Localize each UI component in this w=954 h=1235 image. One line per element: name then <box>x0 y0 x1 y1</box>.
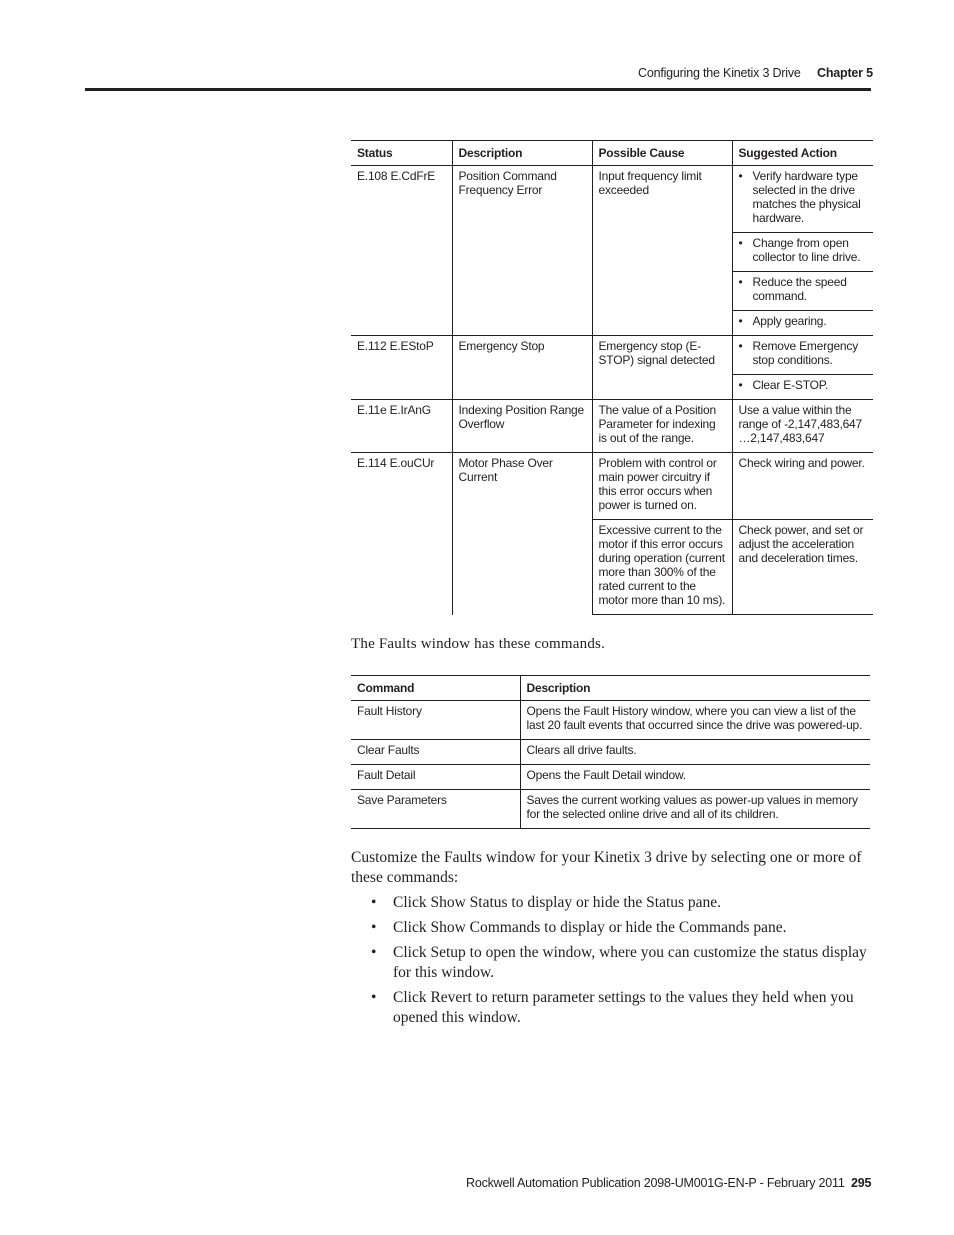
command-name: Fault Detail <box>351 765 520 790</box>
table-row <box>351 400 873 453</box>
command-description: Saves the current working values as power-up values in memory for the selected online drive and all of its children. <box>520 790 870 829</box>
command-name: Fault History <box>351 701 520 740</box>
customize-bullet-list <box>371 893 873 1033</box>
suggested-action: Use a value within the range of -2,147,483,647 …2,147,483,647 <box>732 400 873 453</box>
table-row <box>351 790 870 829</box>
table-row <box>351 740 870 765</box>
column-header-description: Description <box>452 141 592 166</box>
suggested-action: • Clear E-STOP. <box>732 375 873 400</box>
column-header-possible-cause: Possible Cause <box>592 141 732 166</box>
suggested-action: Check power, and set or adjust the acceleration and deceleration times. <box>732 520 873 615</box>
table-row <box>351 765 870 790</box>
status-description: Position Command Frequency Error <box>452 166 592 336</box>
commands-intro-text: The Faults window has these commands. <box>351 636 606 652</box>
column-header-description: Description <box>520 676 870 701</box>
status-code: E.114 E.ouCUr <box>351 453 452 615</box>
status-code: E.11e E.IrAnG <box>351 400 452 453</box>
suggested-action: • Reduce the speed command. <box>732 272 873 311</box>
table-row <box>351 701 870 740</box>
suggested-action: Check wiring and power. <box>732 453 873 520</box>
possible-cause: Emergency stop (E-STOP) signal detected <box>592 336 732 400</box>
status-description: Emergency Stop <box>452 336 592 400</box>
status-description: Indexing Position Range Overflow <box>452 400 592 453</box>
command-name: Save Parameters <box>351 790 520 829</box>
possible-cause: Input frequency limit exceeded <box>592 166 732 336</box>
header-rule <box>85 88 871 91</box>
possible-cause: Excessive current to the motor if this error occurs during operation (current more than 300% of the rated current to the motor more than 10 ms). <box>592 520 732 615</box>
running-header-title: Configuring the Kinetix 3 Drive <box>638 66 801 80</box>
column-header-suggested-action: Suggested Action <box>732 141 873 166</box>
table-header-row <box>351 141 873 166</box>
list-item: • Click Revert to return parameter settings to the values they held when you opened this window. <box>371 989 854 1026</box>
list-item: • Click Show Commands to display or hide the Commands pane. <box>371 919 787 936</box>
table-row <box>351 336 873 375</box>
running-header-chapter: Chapter 5 <box>817 66 873 80</box>
table-row <box>351 453 873 520</box>
suggested-action: • Change from open collector to line drive. <box>732 233 873 272</box>
possible-cause: The value of a Position Parameter for indexing is out of the range. <box>592 400 732 453</box>
fault-commands-table <box>351 675 870 829</box>
command-description: Clears all drive faults. <box>520 740 870 765</box>
page-number: 295 <box>851 1176 872 1190</box>
customize-paragraph: Customize the Faults window for your Kinetix 3 drive by selecting one or more of these commands: <box>351 849 862 886</box>
column-header-command: Command <box>351 676 520 701</box>
command-description: Opens the Fault Detail window. <box>520 765 870 790</box>
command-description: Opens the Fault History window, where you can view a list of the last 20 fault events that occurred since the drive was powered-up. <box>520 701 870 740</box>
command-name: Clear Faults <box>351 740 520 765</box>
table-header-row <box>351 676 870 701</box>
footer-publication: Rockwell Automation Publication 2098-UM001G-EN-P - February 2011 <box>466 1176 845 1190</box>
suggested-action: • Apply gearing. <box>732 311 873 336</box>
status-code: E.108 E.CdFrE <box>351 166 452 336</box>
column-header-status: Status <box>351 141 452 166</box>
possible-cause: Problem with control or main power circuitry if this error occurs when power is turned on. <box>592 453 732 520</box>
status-description: Motor Phase Over Current <box>452 453 592 615</box>
fault-status-table <box>351 140 873 615</box>
table-row <box>351 166 873 233</box>
list-item: • Click Show Status to display or hide the Status pane. <box>371 894 722 911</box>
list-item: • Click Setup to open the window, where you can customize the status display for this window. <box>371 944 867 981</box>
status-code: E.112 E.EStoP <box>351 336 452 400</box>
suggested-action: • Remove Emergency stop conditions. <box>732 336 873 375</box>
suggested-action: • Verify hardware type selected in the drive matches the physical hardware. <box>732 166 873 233</box>
